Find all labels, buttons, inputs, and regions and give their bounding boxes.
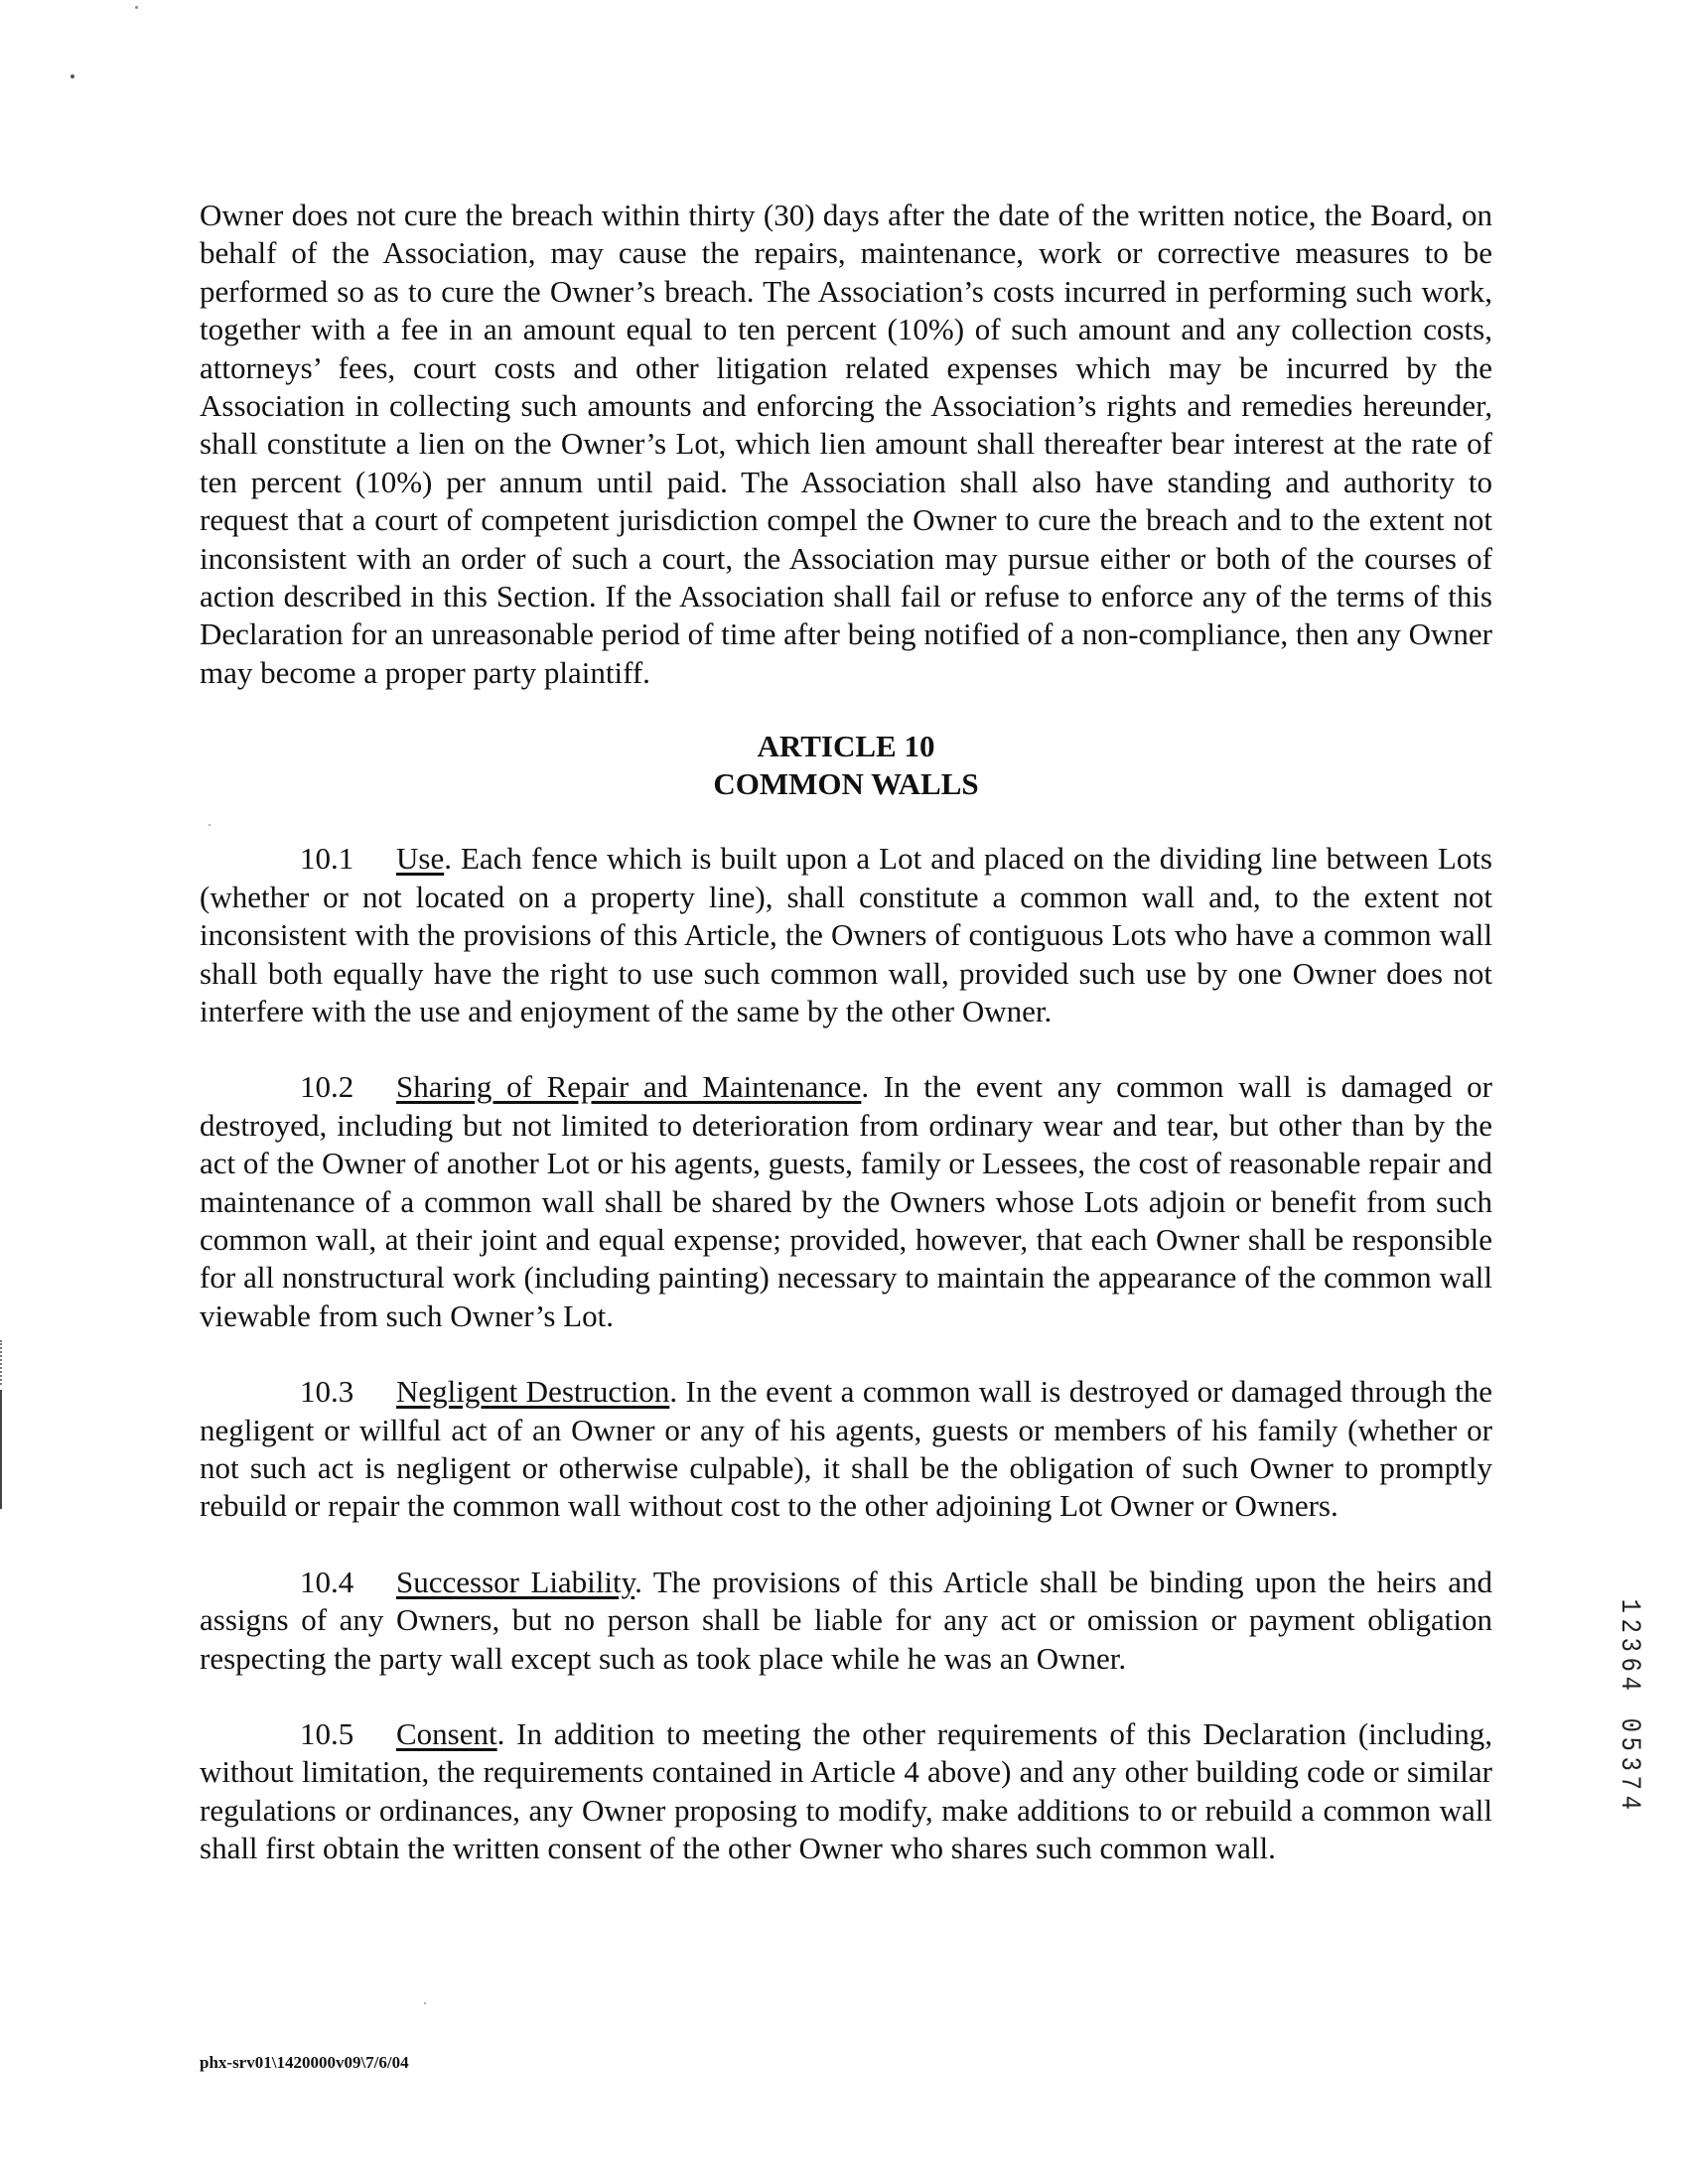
section-title: Use <box>396 841 445 877</box>
scan-speck <box>135 6 138 9</box>
section-title: Successor Liability <box>396 1564 635 1599</box>
stamp-digit: 3 <box>1613 1756 1644 1771</box>
section-text: . In the event any common wall is damaged or destroyed, including but not limited to deterioration from ordinary wear and tear, but other than by the act of the Owner of another Lot or his agents, guests, family or Lessees, the cost of reasonable repair and maintenance of a common wall shall be shared by the Owners whose Lots adjoin or benefit from such common wall, at their joint and equal expense; provided, however, that each Owner shall be responsible for all nonstructural work (including painting) necessary to maintain the appearance of the common wall viewable from such Owner’s Lot. <box>200 1069 1492 1333</box>
scan-edge-dots <box>0 1340 5 1385</box>
section-text: . In the event a common wall is destroyed or damaged through the negligent or willful act of an Owner or any of his agents, guests or members of his family (whether or not such act is negligent or otherwise culpable), it shall be the obligation of such Owner to promptly rebuild or repair the common wall without cost to the other adjoining Lot Owner or Owners. <box>200 1374 1492 1524</box>
stamp-digit: 1 <box>1613 1598 1644 1613</box>
article-number: ARTICLE 10 <box>757 729 935 764</box>
section-10-4 <box>200 1564 1492 1678</box>
stamp-digit: 4 <box>1613 1795 1644 1810</box>
stamp-digit: 4 <box>1613 1676 1644 1691</box>
scan-speck <box>424 2002 426 2004</box>
section-10-3 <box>200 1373 1492 1526</box>
scan-speck <box>70 74 74 78</box>
stamp-digit: 3 <box>1613 1637 1644 1652</box>
stamp-digit: 5 <box>1613 1736 1644 1751</box>
article-title: COMMON WALLS <box>713 766 979 802</box>
article-heading <box>200 728 1492 803</box>
section-number: 10.1 <box>300 841 354 877</box>
stamp-digit: 2 <box>1613 1618 1644 1633</box>
stamp-digit: 6 <box>1613 1657 1644 1672</box>
section-number: 10.3 <box>300 1374 354 1410</box>
section-title: Sharing of Repair and Maintenance <box>396 1069 862 1105</box>
scan-edge-mark <box>0 1390 2 1509</box>
section-text: . Each fence which is built upon a Lot and placed on the dividing line between Lots (whether or not located on a property line), shall constitute a common wall and, to the extent not inconsistent with the provisions of this Article, the Owners of contiguous Lots who have a common wall shall both equally have the right to use such common wall, provided such use by one Owner does not interfere with the use and enjoyment of the same by the other Owner. <box>200 841 1492 1028</box>
section-text: . The provisions of this Article shall be binding upon the heirs and assigns of any Owners, but no person shall be liable for any act or omission or payment obligation respecting the party wall except such as took place while he was an Owner. <box>200 1564 1492 1676</box>
section-number: 10.4 <box>300 1564 354 1599</box>
section-title: Negligent Destruction <box>396 1374 670 1410</box>
section-text: . In addition to meeting the other requirements of this Declaration (including, without limitation, the requirements contained in Article 4 above) and any other building code or similar regulations or ordinances, any Owner proposing to modify, make additions to or rebuild a common wall shall first obtain the written consent of the other Owner who shares such common wall. <box>200 1716 1492 1866</box>
stamp-digit: 0 <box>1613 1717 1644 1732</box>
section-10-5 <box>200 1715 1492 1868</box>
document-body <box>200 197 1492 1906</box>
recording-stamp <box>1609 1596 1648 1812</box>
stamp-digit: 7 <box>1613 1775 1644 1790</box>
section-title: Consent <box>396 1716 497 1751</box>
footer-document-code: phx-srv01\1420000v09\7/6/04 <box>200 2053 409 2072</box>
section-10-2 <box>200 1068 1492 1335</box>
section-number: 10.5 <box>300 1716 354 1751</box>
section-10-1 <box>200 840 1492 1030</box>
intro-paragraph: Owner does not cure the breach within thirty (30) days after the date of the written notice, the Board, on behalf of the Association, may cause the repairs, maintenance, work or corrective measures to be performed so as to cure the Owner’s breach. The Association’s costs incurred in performing such work, together with a fee in an amount equal to ten percent (10%) of such amount and any collection costs, attorneys’ fees, court costs and other litigation related expenses which may be incurred by the Association in collecting such amounts and enforcing the Association’s rights and remedies hereunder, shall constitute a lien on the Owner’s Lot, which lien amount shall thereafter bear interest at the rate of ten percent (10%) per annum until paid. The Association shall also have standing and authority to request that a court of competent jurisdiction compel the Owner to cure the breach and to the extent not inconsistent with an order of such a court, the Association may pursue either or both of the courses of action described in this Section. If the Association shall fail or refuse to enforce any of the terms of this Declaration for an unreasonable period of time after being notified of a non-compliance, then any Owner may become a proper party plaintiff. <box>200 198 1492 690</box>
section-number: 10.2 <box>300 1069 354 1105</box>
